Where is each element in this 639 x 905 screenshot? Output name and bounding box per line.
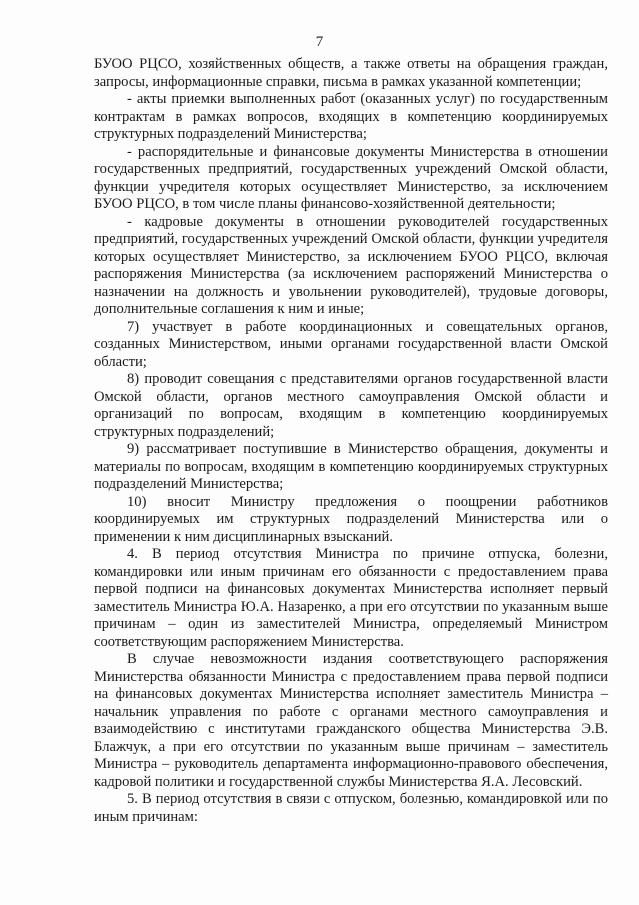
- paragraph-2: - акты приемки выполненных работ (оказанных услуг) по государственным контрактам в рамках вопросов, входящих в компетенцию координируемых структурных подразделений Министерства;: [94, 91, 608, 142]
- paragraph-7: 9) рассматривает поступившие в Министерство обращения, документы и материалы по вопросам, входящим в компетенцию координируемых структурных подразделений Министерства;: [94, 441, 608, 492]
- paragraph-8: 10) вносит Министру предложения о поощрении работников координируемых им структурных подразделений Министерства или о применении к ним дисциплинарных взысканий.: [94, 493, 608, 545]
- paragraph-11: 5. В период отсутствия в связи с отпуском, болезнью, командировкой или по иным причинам:: [94, 791, 608, 825]
- paragraph-1: БУОО РЦСО, хозяйственных обществ, а также ответы на обращения граждан, запросы, информационные справки, письма в рамках указанной компетенции;: [94, 56, 608, 90]
- paragraph-3: - распорядительные и финансовые документы Министерства в отношении государственных предприятий, государственных учреждений Омской области, функции учредителя которых осуществляет Министерство, за исключением БУОО РЦСО, в том числе планы финансово-хозяйственной деятельности;: [94, 143, 608, 212]
- paragraph-9: 4. В период отсутствия Министра по причине отпуска, болезни, командировки или иным причинам его обязанности с предоставлением права первой подписи на финансовых документах Министерства исполняет первый заместитель Министра Ю.А. Назаренко, а при его отсутствии по указанным выше причинам – один из заместителей Министра, определяемый Министром соответствующим распоряжением Министерства.: [94, 546, 608, 650]
- document-body: [94, 56, 608, 826]
- paragraph-10: В случае невозможности издания соответствующего распоряжения Министерства обязанности Министра с предоставлением права первой подписи на финансовых документах Министерства исполняет заместитель Министра – начальник управления по работе с органами местного самоуправления и взаимодействию с институтами гражданского общества Министерства Э.В. Блажчук, а при его отсутствии по указанным выше причинам – заместитель Министра – руководитель департамента информационно-правового обеспечения, кадровой политики и государственной службы Министерства Я.А. Лесовский.: [94, 651, 608, 790]
- paragraph-5: 7) участвует в работе координационных и совещательных органов, созданных Министерством, иными органами государственной власти Омской области;: [94, 318, 608, 370]
- paragraph-6: 8) проводит совещания с представителями органов государственной власти Омской области, органов местного самоуправления Омской области и организаций по вопросам, входящим в компетенцию координируемых структурных подразделений;: [94, 371, 608, 440]
- paragraph-4: - кадровые документы в отношении руководителей государственных предприятий, государственных учреждений Омской области, функции учредителя которых осуществляет Министерство, за исключением БУОО РЦСО, включая распоряжения Министерства (за исключением распоряжений Министерства о назначении на должность и увольнении руководителей), трудовые договоры, дополнительные соглашения к ним и иные;: [94, 213, 608, 317]
- page-number: 7: [315, 34, 324, 50]
